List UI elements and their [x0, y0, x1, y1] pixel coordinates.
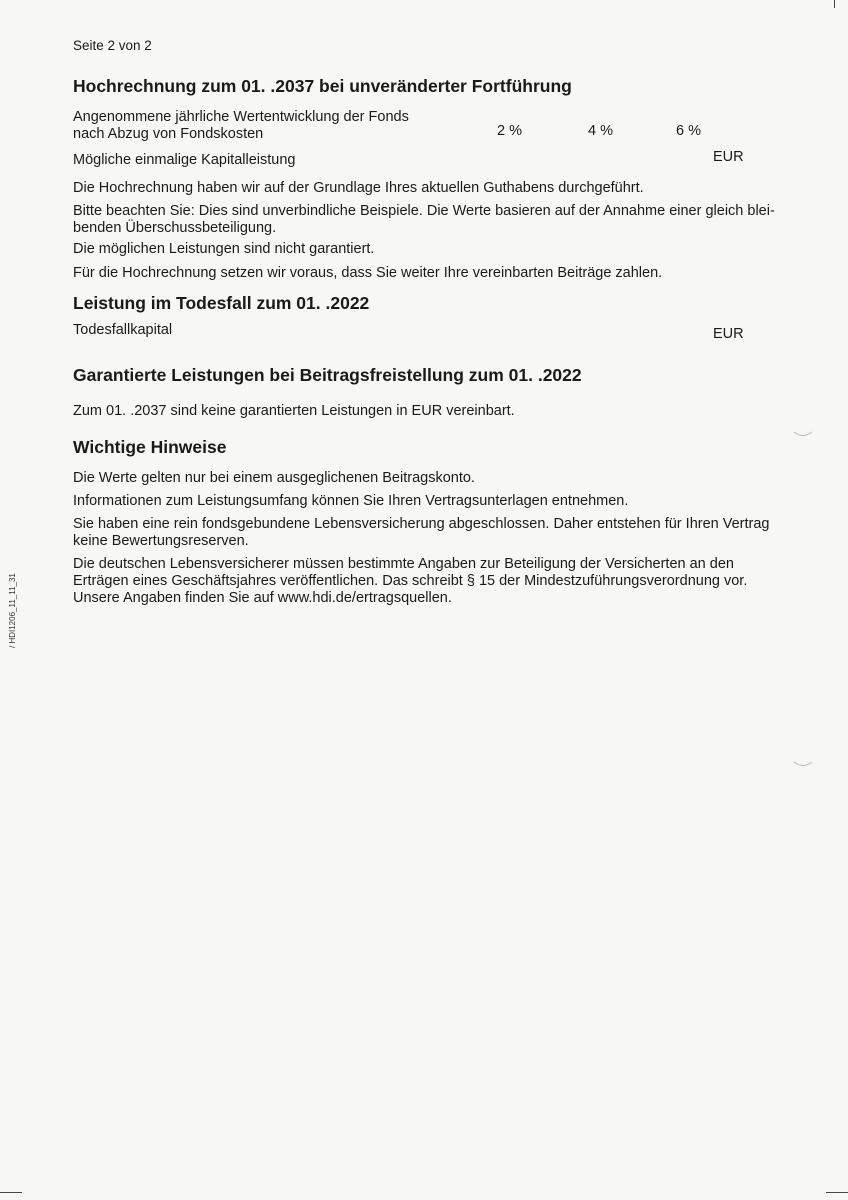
- corner-mark: [834, 0, 835, 8]
- death-benefit-heading: Leistung im Todesfall zum 01. .2022: [73, 293, 370, 313]
- form-code: / HDI1206_11_11_31: [8, 573, 17, 648]
- corner-mark: [0, 1192, 22, 1193]
- projection-basis-text: Die Hochrechnung haben wir auf der Grundlage Ihres aktuellen Guthabens durchgeführt.: [73, 180, 644, 196]
- note-item: Die Werte gelten nur bei einem ausgeglichenen Beitragskonto.: [73, 470, 475, 486]
- rate-2-percent: 2 %: [497, 123, 522, 139]
- guaranteed-text: Zum 01. .2037 sind keine garantierten Leistungen in EUR vereinbart.: [73, 403, 515, 419]
- death-benefit-label: Todesfallkapital: [73, 322, 173, 338]
- note-item: Die deutschen Lebensversicherer müssen bestimmte Angaben zur Beteiligung der Versicherten an den Erträgen eines Geschäftsjahres veröffentlichen. Das schreibt § 15 der Mindestzuführungsverordnung vor. Unsere Angaben finden Sie auf www.hdi.de/ertragsquellen.: [73, 556, 748, 606]
- notes-heading: Wichtige Hinweise: [73, 437, 227, 457]
- projection-note-line2: benden Überschussbeteiligung.: [73, 220, 277, 236]
- premium-text: Für die Hochrechnung setzen wir voraus, dass Sie weiter Ihre vereinbarten Beiträge zahlen.: [73, 265, 663, 281]
- fund-label-line1: Angenommene jährliche Wertentwicklung der Fonds: [73, 109, 409, 125]
- not-guaranteed-text: Die möglichen Leistungen sind nicht garantiert.: [73, 241, 375, 257]
- fund-development-label: [73, 109, 409, 143]
- punch-hole-mark: [790, 410, 816, 436]
- capital-currency: EUR: [713, 149, 744, 165]
- projection-note-line1: Bitte beachten Sie: Dies sind unverbindliche Beispiele. Die Werte basieren auf der Annahme einer gleich blei-: [73, 203, 775, 219]
- punch-hole-mark: [790, 740, 816, 766]
- death-benefit-currency: EUR: [713, 326, 744, 342]
- page-number: Seite 2 von 2: [73, 38, 152, 53]
- guaranteed-heading: Garantierte Leistungen bei Beitragsfreistellung zum 01. .2022: [73, 365, 582, 385]
- rate-6-percent: 6 %: [676, 123, 701, 139]
- projection-heading: Hochrechnung zum 01. .2037 bei unveränderter Fortführung: [73, 76, 572, 96]
- projection-note: [73, 203, 775, 237]
- note-item: Informationen zum Leistungsumfang können Sie Ihren Vertragsunterlagen entnehmen.: [73, 493, 629, 509]
- rate-4-percent: 4 %: [588, 123, 613, 139]
- corner-mark: [826, 1192, 848, 1193]
- fund-label-line2: nach Abzug von Fondskosten: [73, 126, 264, 142]
- note-item: Sie haben eine rein fondsgebundene Lebensversicherung abgeschlossen. Daher entstehen für Ihren Vertrag keine Bewertungsreserven.: [73, 516, 770, 549]
- capital-label: Mögliche einmalige Kapitalleistung: [73, 152, 296, 168]
